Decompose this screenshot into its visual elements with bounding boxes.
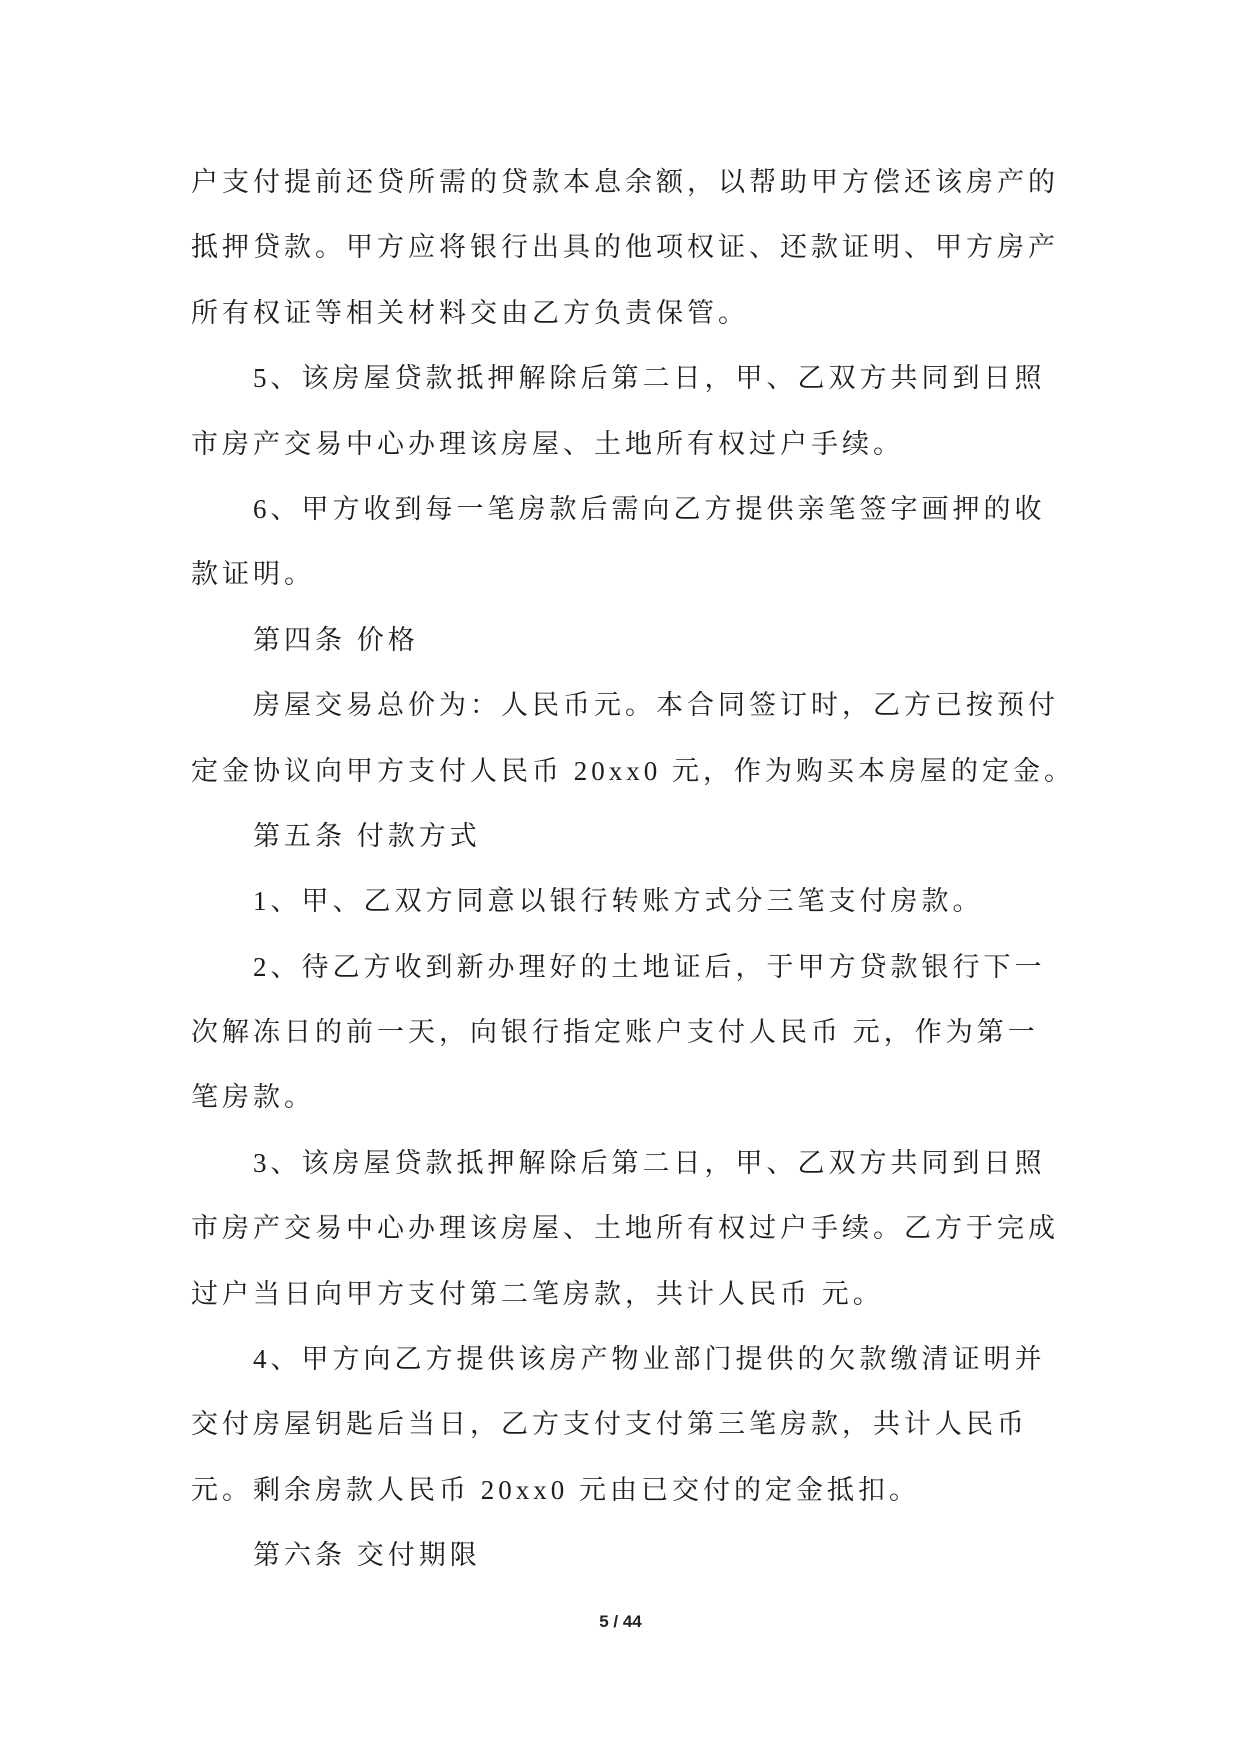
clause-item-5 (191, 346, 1151, 477)
paragraph-line: 2、待乙方收到新办理好的土地证后，于甲方贷款银行下一 (253, 951, 1046, 982)
paragraph-continued (191, 150, 1151, 346)
paragraph-line: 5、该房屋贷款抵押解除后第二日，甲、乙双方共同到日照 (253, 363, 1046, 394)
article-heading: 第四条 价格 (253, 624, 419, 655)
document-body (191, 150, 1151, 1589)
article-heading-payment (191, 804, 1151, 869)
payment-item-1 (191, 869, 1151, 934)
paragraph-line: 笔房款。 (191, 1082, 315, 1113)
clause-item-6 (191, 477, 1151, 608)
article-heading-price (191, 608, 1151, 673)
paragraph-line: 4、甲方向乙方提供该房产物业部门提供的欠款缴清证明并 (253, 1344, 1046, 1375)
paragraph-line: 过户当日向甲方支付第二笔房款，共计人民币 元。 (191, 1278, 884, 1309)
payment-item-2 (191, 935, 1151, 1131)
page-number: 5 / 44 (599, 1612, 642, 1631)
paragraph-line: 市房产交易中心办理该房屋、土地所有权过户手续。乙方于完成 (191, 1213, 1059, 1244)
paragraph-line: 款证明。 (191, 559, 315, 590)
paragraph-line: 元。剩余房款人民币 20xx0 元由已交付的定金抵扣。 (191, 1474, 920, 1505)
payment-item-3 (191, 1131, 1151, 1327)
payment-item-4 (191, 1327, 1151, 1523)
price-paragraph (191, 673, 1151, 804)
article-heading: 第五条 付款方式 (253, 820, 481, 851)
paragraph-line: 次解冻日的前一天，向银行指定账户支付人民币 元，作为第一 (191, 1017, 1039, 1048)
paragraph-line: 市房产交易中心办理该房屋、土地所有权过户手续。 (191, 428, 904, 459)
article-heading: 第六条 交付期限 (253, 1540, 481, 1571)
paragraph-line: 交付房屋钥匙后当日，乙方支付支付第三笔房款，共计人民币 (191, 1409, 1028, 1440)
paragraph-line: 1、甲、乙双方同意以银行转账方式分三笔支付房款。 (253, 886, 984, 917)
paragraph-line: 定金协议向甲方支付人民币 20xx0 元，作为购买本房屋的定金。 (191, 755, 1075, 786)
paragraph-line: 房屋交易总价为：人民币元。本合同签订时，乙方已按预付 (253, 690, 1059, 721)
paragraph-line: 户支付提前还贷所需的贷款本息余额，以帮助甲方偿还该房产的 (191, 167, 1059, 197)
paragraph-line: 抵押贷款。甲方应将银行出具的他项权证、还款证明、甲方房产 (191, 232, 1059, 263)
paragraph-line: 6、甲方收到每一笔房款后需向乙方提供亲笔签字画押的收 (253, 493, 1046, 524)
paragraph-line: 所有权证等相关材料交由乙方负责保管。 (191, 297, 749, 328)
article-heading-delivery (191, 1523, 1151, 1588)
paragraph-line: 3、该房屋贷款抵押解除后第二日，甲、乙双方共同到日照 (253, 1147, 1046, 1178)
